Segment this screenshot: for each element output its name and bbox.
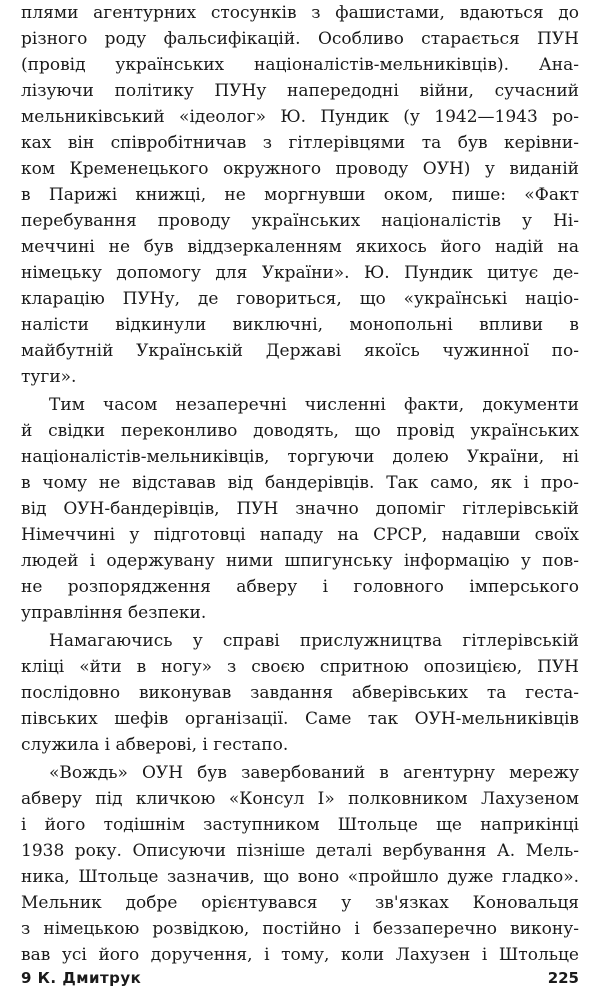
- footer-signature: 9 К. Дмитрук: [21, 969, 142, 987]
- text-line: і його тодішнім заступником Штольце ще наприкінці: [21, 815, 579, 835]
- paragraph-end-line: туги».: [21, 367, 77, 387]
- text-line: (провід українських націоналістів-мельниківців). Ана-: [21, 55, 579, 75]
- text-line: плями агентурних стосунків з фашистами, вдаються до: [21, 3, 579, 23]
- paragraph-end-line: управління безпеки.: [21, 603, 207, 623]
- text-line: й свідки переконливо доводять, що провід українських: [21, 421, 579, 441]
- text-line: Мельник добре орієнтувався у зв'язках Коновальця: [21, 893, 579, 913]
- text-line: послідовно виконував завдання абверівських та геста-: [21, 683, 579, 703]
- text-line: кларацію ПУНу, де говориться, що «українські націо-: [21, 289, 579, 309]
- text-line: перебування проводу українських націоналістів у Ні-: [21, 211, 579, 231]
- text-line: німецьку допомогу для України». Ю. Пундик цитує де-: [21, 263, 579, 283]
- text-line: ком Кременецького окружного проводу ОУН) у виданій: [21, 159, 579, 179]
- text-line: вав усі його доручення, і тому, коли Лахузен і Штольце: [21, 945, 579, 965]
- text-line: Німеччині у підготовці нападу на СРСР, надавши своїх: [21, 525, 579, 545]
- text-line: ника, Штольце зазначив, що воно «пройшло дуже гладко».: [21, 867, 579, 887]
- text-line: мельниківський «ідеолог» Ю. Пундик (у 1942—1943 ро-: [21, 107, 579, 127]
- text-line: кліці «йти в ногу» з своєю спритною опозицією, ПУН: [21, 657, 579, 677]
- text-line: різного роду фальсифікацій. Особливо старається ПУН: [21, 29, 579, 49]
- paragraph-start-line: Намагаючись у справі прислужництва гітлерівській: [49, 631, 579, 651]
- text-line: меччині не був віддзеркаленням якихось його надій на: [21, 237, 579, 257]
- page-footer: [21, 966, 579, 990]
- page-text: [21, 0, 579, 1000]
- text-line: лізуючи політику ПУНу напередодні війни, сучасний: [21, 81, 579, 101]
- text-line: півських шефів організації. Саме так ОУН-мельниківців: [21, 709, 579, 729]
- text-line: націоналістів-мельниківців, торгуючи долею України, ні: [21, 447, 579, 467]
- paragraph-end-line: служила і абверові, і гестапо.: [21, 735, 289, 755]
- text-line: налісти відкинули виключні, монопольні впливи в: [21, 315, 579, 335]
- text-line: абверу під кличкою «Консул І» полковником Лахузеном: [21, 789, 579, 809]
- paragraph-start-line: «Вождь» ОУН був завербований в агентурну мережу: [49, 763, 579, 783]
- text-line: не розпорядження абверу і головного імперського: [21, 577, 579, 597]
- text-line: людей і одержувану ними шпигунську інформацію у пов-: [21, 551, 579, 571]
- text-line: майбутній Українській Державі якоїсь чужинної по-: [21, 341, 579, 361]
- text-line: ках він співробітничав з гітлерівцями та був керівни-: [21, 133, 579, 153]
- text-line: в Парижі книжці, не моргнувши оком, пише: «Факт: [21, 185, 579, 205]
- page-number: 225: [547, 969, 579, 987]
- text-line: від ОУН-бандерівців, ПУН значно допоміг гітлерівській: [21, 499, 579, 519]
- text-line: з німецькою розвідкою, постійно і беззаперечно викону-: [21, 919, 579, 939]
- text-line: 1938 року. Описуючи пізніше деталі вербування А. Мель-: [21, 841, 579, 861]
- paragraph-start-line: Тим часом незаперечні численні факти, документи: [49, 395, 579, 415]
- text-line: в чому не відставав від бандерівців. Так само, як і про-: [21, 473, 579, 493]
